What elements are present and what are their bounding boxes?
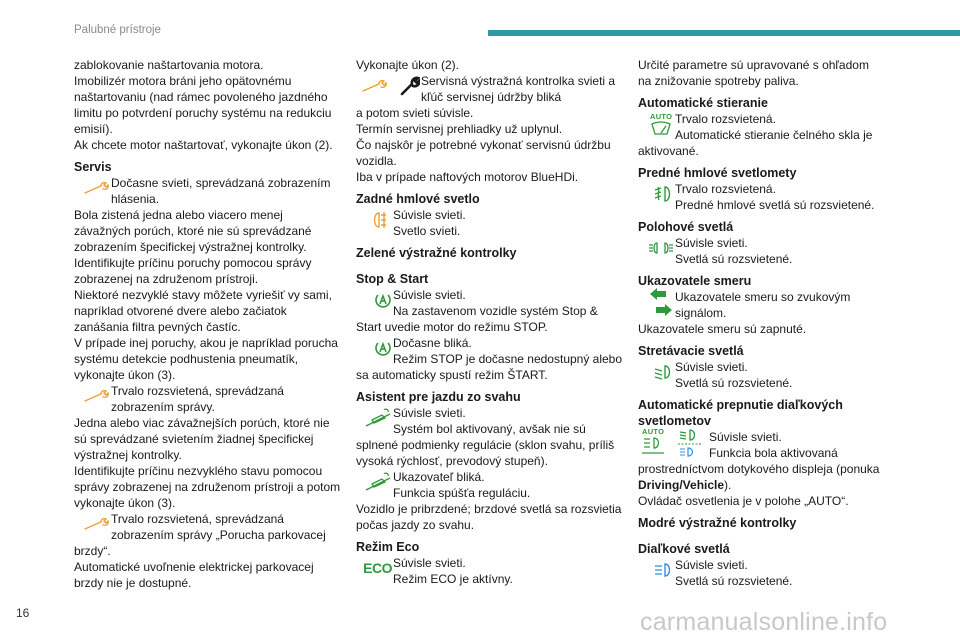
main-beam-icon xyxy=(638,557,674,583)
indicator-line: Trvalo rozsvietená. xyxy=(675,112,776,126)
eco-mode-icon xyxy=(356,555,392,581)
indicator-entry xyxy=(356,73,624,105)
section-title-front-fog: Predné hmlové svetlomety xyxy=(638,166,797,180)
paragraph: Identifikujte príčinu poruchy pomocou správy zobrazenej na združenom prístroji. xyxy=(74,256,312,286)
auto-label: AUTO xyxy=(650,112,673,121)
indicator-line: Funkcia spúšťa reguláciu. xyxy=(393,486,531,500)
paragraph: Jedna alebo viac závažnejších porúch, ktoré nie sú sprevádzané svietením žiadnej špecifickej výstražnej kontrolky. xyxy=(74,416,330,462)
indicator-text: Trvalo rozsvietená, sprevádzaná zobrazením správy „Porucha parkovacej brzdy“. xyxy=(74,512,326,558)
indicator-text: Servisná výstražná kontrolka svieti a kľúč servisnej údržby bliká xyxy=(421,74,616,104)
section-title-rear-fog: Zadné hmlové svetlo xyxy=(356,192,480,206)
indicator-entry xyxy=(638,289,884,321)
column-1 xyxy=(74,57,342,591)
indicator-text: Funkcia bola aktivovaná prostredníctvom dotykového displeja (ponuka xyxy=(638,446,880,476)
paragraph: Imobilizér motora bráni jeho opätovnému naštartovaniu (nad rámec povoleného jazdného limitu po potvrdení poruchy systému na redukciu emisií). xyxy=(74,74,332,136)
indicator-line: Súvisle svieti. xyxy=(393,288,466,302)
indicator-line: Súvisle svieti. xyxy=(675,360,748,374)
indicator-text: Trvalo rozsvietená, sprevádzaná zobrazením správy. xyxy=(111,384,284,414)
indicator-line: Systém bol aktivovaný, avšak nie sú splnené podmienky regulácie (sklon svahu, príliš vysoká rýchlosť, prevodový stupeň). xyxy=(356,422,615,468)
auto-label: AUTO xyxy=(642,427,665,436)
paragraph: V prípade inej poruchy, akou je napríklad porucha systému detekcie podhustenia pneumatík, vykonajte úkon (3). xyxy=(74,336,338,382)
section-title-servis: Servis xyxy=(74,160,112,174)
indicator-entry xyxy=(74,383,342,415)
front-fog-light-icon xyxy=(638,181,674,207)
indicator-line: Ukazovateľ bliká. xyxy=(393,470,485,484)
indicator-line: Automatické stieranie čelného skla je aktivované. xyxy=(638,128,873,158)
paragraph: Iba v prípade naftových motorov BlueHDi. xyxy=(356,170,579,184)
indicator-entry xyxy=(638,557,884,589)
section-title-main-beam: Diaľkové svetlá xyxy=(638,542,730,556)
indicator-entry xyxy=(356,469,624,501)
paragraph: Identifikujte príčinu nezvyklého stavu pomocou správy zobrazenej na združenom prístroji a potom vykonajte úkon (3). xyxy=(74,464,341,510)
paragraph: Bola zistená jedna alebo viacero menej závažných porúch, ktoré nie sú sprevádzané zobrazením špecifickej výstražnej kontrolky. xyxy=(74,208,312,254)
section-title-hill-assist: Asistent pre jazdu zo svahu xyxy=(356,390,521,404)
indicator-entry xyxy=(638,235,884,267)
auto-high-beam-icons xyxy=(638,429,708,455)
service-wrench-icon xyxy=(74,383,110,409)
rear-fog-light-icon xyxy=(356,207,392,233)
indicator-line: Svetlo svieti. xyxy=(393,224,461,238)
page-header-title: Palubné prístroje xyxy=(74,24,161,36)
indicator-text: ). xyxy=(724,478,732,492)
indicator-entry xyxy=(356,405,624,469)
section-title-direction-indicators: Ukazovatele smeru xyxy=(638,274,752,288)
indicator-entry xyxy=(356,335,624,383)
indicator-line: Súvisle svieti. xyxy=(675,558,748,572)
menu-name: Driving/Vehicle xyxy=(638,478,725,492)
hill-start-assist-icon xyxy=(356,469,392,495)
section-title-blue-warnings: Modré výstražné kontrolky xyxy=(638,516,797,530)
indicator-line: Svetlá sú rozsvietené. xyxy=(675,252,793,266)
paragraph: Čo najskôr je potrebné vykonať servisnú údržbu vozidla. xyxy=(356,138,611,168)
indicator-entry xyxy=(638,429,884,493)
paragraph: Ovládač osvetlenia je v polohe „AUTO“. xyxy=(638,494,849,508)
indicator-line: Svetlá sú rozsvietené. xyxy=(675,574,793,588)
indicator-entry xyxy=(638,111,884,159)
paragraph: a potom svieti súvisle. xyxy=(356,106,474,120)
service-wrench-icon xyxy=(74,175,110,201)
indicator-entry xyxy=(638,359,884,391)
indicator-entry xyxy=(74,175,342,207)
paragraph: Určité parametre sú upravované s ohľadom na znižovanie spotreby paliva. xyxy=(638,58,869,88)
indicator-line: Trvalo rozsvietená. xyxy=(675,182,776,196)
paragraph: Vykonajte úkon (2). xyxy=(356,58,459,72)
paragraph: Ukazovatele smeru sú zapnuté. xyxy=(638,322,807,336)
indicator-line: Svetlá sú rozsvietené. xyxy=(675,376,793,390)
section-title-auto-high-beam: Automatické prepnutie diaľkových svetlometov xyxy=(638,398,843,428)
indicator-line: Režim ECO je aktívny. xyxy=(393,572,513,586)
indicator-text: Ukazovatele smeru so zvukovým signálom. xyxy=(675,290,851,320)
paragraph: Ak chcete motor naštartovať, vykonajte úkon (2). xyxy=(74,138,333,152)
section-title-side-lights: Polohové svetlá xyxy=(638,220,734,234)
stop-start-icon xyxy=(356,287,392,313)
service-and-wrench-icon xyxy=(356,73,420,99)
service-wrench-icon xyxy=(74,511,110,537)
section-title-eco: Režim Eco xyxy=(356,540,420,554)
turn-signal-arrows-icon xyxy=(638,289,674,315)
hill-start-assist-icon xyxy=(356,405,392,431)
paragraph: Automatické uvoľnenie elektrickej parkovacej brzdy nie je dostupné. xyxy=(74,560,314,590)
indicator-line: Režim STOP je dočasne nedostupný alebo sa automaticky spustí režim ŠTART. xyxy=(356,352,623,382)
indicator-line: Súvisle svieti. xyxy=(709,430,782,444)
indicator-line: Predné hmlové svetlá sú rozsvietené. xyxy=(675,198,875,212)
side-lights-icon xyxy=(638,235,674,261)
section-title-dipped-beam: Stretávacie svetlá xyxy=(638,344,744,358)
page-number: 16 xyxy=(16,606,30,620)
indicator-entry xyxy=(356,207,624,239)
paragraph: zablokovanie naštartovania motora. xyxy=(74,58,264,72)
header-accent-bar xyxy=(488,30,960,36)
section-title-stop-start: Stop & Start xyxy=(356,272,429,286)
paragraph: Niektoré nezvyklé stavy môžete vyriešiť vy sami, napríklad otvorené dvere alebo začiatok zanášania filtra pevných častíc. xyxy=(74,288,332,334)
indicator-line: Súvisle svieti. xyxy=(393,556,466,570)
column-2 xyxy=(356,57,624,587)
indicator-line: Dočasne bliká. xyxy=(393,336,472,350)
dipped-beam-icon xyxy=(638,359,674,385)
indicator-line: Na zastavenom vozidle systém Stop & Start uvedie motor do režimu STOP. xyxy=(356,304,598,334)
indicator-entry xyxy=(356,287,624,335)
eco-icon-label: ECO xyxy=(363,560,392,576)
indicator-line: Súvisle svieti. xyxy=(393,208,466,222)
paragraph: Vozidlo je pribrzdené; brzdové svetlá sa rozsvietia počas jazdy zo svahu. xyxy=(356,502,622,532)
indicator-line: Súvisle svieti. xyxy=(393,406,466,420)
section-title-auto-wipe: Automatické stieranie xyxy=(638,96,768,110)
indicator-text: Dočasne svieti, sprevádzaná zobrazením hlásenia. xyxy=(111,176,331,206)
indicator-line: Súvisle svieti. xyxy=(675,236,748,250)
indicator-entry xyxy=(638,181,884,213)
auto-wiper-icon xyxy=(638,111,674,137)
column-3 xyxy=(638,57,884,589)
paragraph: Termín servisnej prehliadky už uplynul. xyxy=(356,122,563,136)
section-title-green-warnings: Zelené výstražné kontrolky xyxy=(356,246,517,260)
indicator-entry xyxy=(356,555,624,587)
watermark: carmanualsonline.info xyxy=(640,608,888,636)
indicator-entry xyxy=(74,511,342,559)
stop-start-icon xyxy=(356,335,392,361)
